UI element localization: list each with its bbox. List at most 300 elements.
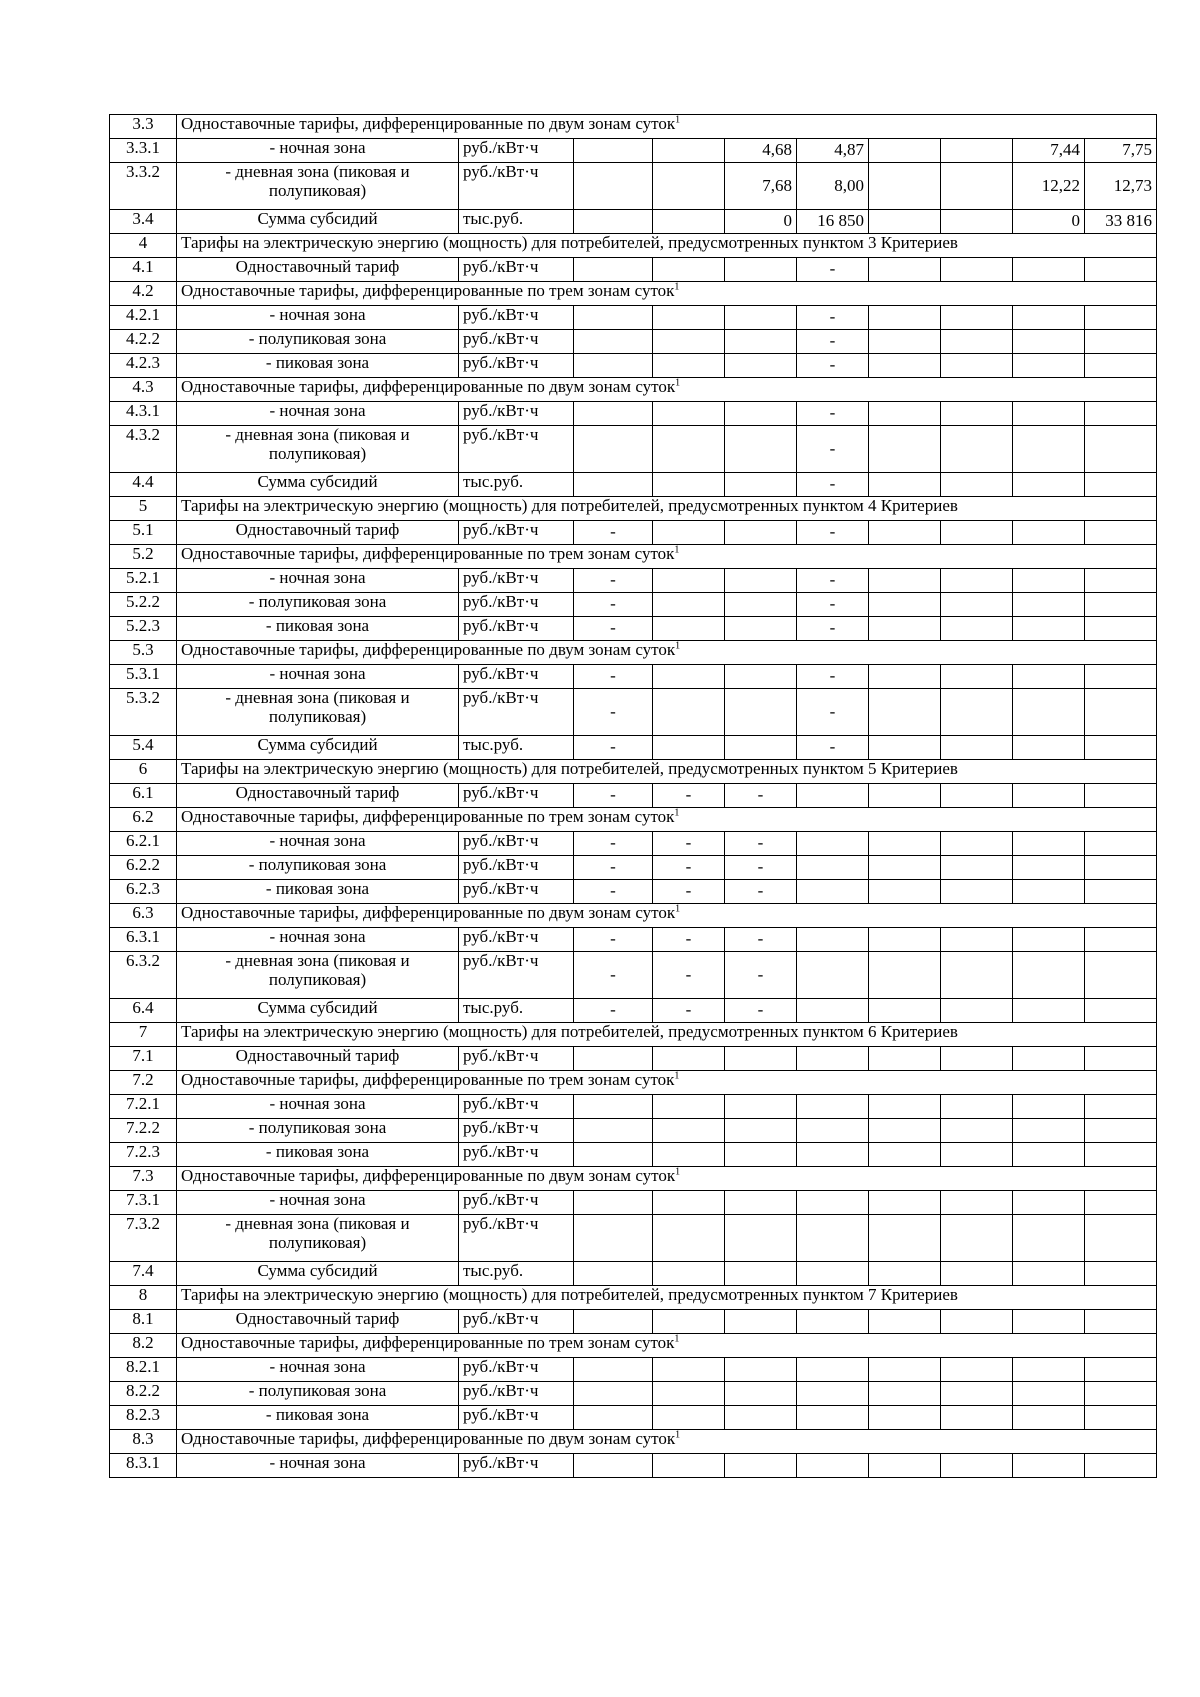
row-number: 8.2.2 xyxy=(110,1382,177,1406)
value-cell xyxy=(869,1191,941,1215)
value-cell: - xyxy=(574,569,653,593)
value-cell xyxy=(941,832,1013,856)
value-cell: - xyxy=(574,784,653,808)
footnote-mark: 1 xyxy=(675,640,681,652)
value-cell xyxy=(797,1454,869,1478)
value-cell: - xyxy=(574,999,653,1023)
row-name: - полупиковая зона xyxy=(177,856,459,880)
value-cell: - xyxy=(574,689,653,736)
row-name: - дневная зона (пиковая и полупиковая) xyxy=(177,426,459,473)
value-cell xyxy=(1013,306,1085,330)
table-row xyxy=(110,880,1157,904)
value-cell xyxy=(653,258,725,282)
value-cell xyxy=(725,1406,797,1430)
row-name: Сумма субсидий xyxy=(177,1262,459,1286)
value-cell xyxy=(941,880,1013,904)
value-cell xyxy=(1013,569,1085,593)
value-cell xyxy=(1013,1143,1085,1167)
row-name: - дневная зона (пиковая и полупиковая) xyxy=(177,689,459,736)
row-number: 3.3 xyxy=(110,115,177,139)
value-cell xyxy=(725,736,797,760)
value-cell xyxy=(1085,689,1157,736)
section-row xyxy=(110,1167,1157,1191)
value-cell xyxy=(1085,1358,1157,1382)
section-row xyxy=(110,1023,1157,1047)
value-cell xyxy=(574,1191,653,1215)
row-name: - ночная зона xyxy=(177,665,459,689)
value-cell xyxy=(725,1262,797,1286)
value-cell xyxy=(869,689,941,736)
value-cell: 12,22 xyxy=(1013,163,1085,210)
row-unit: руб./кВт·ч xyxy=(459,1310,574,1334)
value-cell: - xyxy=(797,617,869,641)
value-cell xyxy=(1013,665,1085,689)
section-title-text: Тарифы на электрическую энергию (мощность) для потребителей, предусмотренных пунктом 3 Критериев xyxy=(181,233,958,252)
value-cell xyxy=(1013,402,1085,426)
section-row xyxy=(110,545,1157,569)
value-cell: - xyxy=(797,569,869,593)
value-cell xyxy=(1085,521,1157,545)
row-number: 5.3.1 xyxy=(110,665,177,689)
table-row xyxy=(110,856,1157,880)
value-cell xyxy=(869,163,941,210)
value-cell xyxy=(653,354,725,378)
row-number: 4.2.1 xyxy=(110,306,177,330)
value-cell xyxy=(869,1215,941,1262)
section-title xyxy=(177,378,1157,402)
value-cell xyxy=(1013,999,1085,1023)
row-number: 4.3.1 xyxy=(110,402,177,426)
section-title-text: Тарифы на электрическую энергию (мощность) для потребителей, предусмотренных пунктом 7 Критериев xyxy=(181,1285,958,1304)
table-row xyxy=(110,521,1157,545)
row-number: 7.2 xyxy=(110,1071,177,1095)
value-cell xyxy=(797,1358,869,1382)
row-unit: руб./кВт·ч xyxy=(459,354,574,378)
value-cell xyxy=(1013,736,1085,760)
footnote-mark: 1 xyxy=(675,1429,681,1441)
value-cell: 0 xyxy=(1013,210,1085,234)
value-cell xyxy=(574,1310,653,1334)
row-unit: руб./кВт·ч xyxy=(459,521,574,545)
value-cell xyxy=(941,1262,1013,1286)
value-cell xyxy=(653,210,725,234)
row-number: 5.1 xyxy=(110,521,177,545)
value-cell xyxy=(725,473,797,497)
value-cell xyxy=(653,163,725,210)
value-cell xyxy=(725,689,797,736)
value-cell xyxy=(725,1047,797,1071)
section-title-text: Одноставочные тарифы, дифференцированные по двум зонам суток xyxy=(181,640,676,659)
value-cell xyxy=(653,330,725,354)
table-row xyxy=(110,593,1157,617)
section-title-text: Одноставочные тарифы, дифференцированные по двум зонам суток xyxy=(181,1429,676,1448)
value-cell xyxy=(941,354,1013,378)
value-cell xyxy=(574,354,653,378)
row-name: - ночная зона xyxy=(177,928,459,952)
value-cell xyxy=(1013,880,1085,904)
value-cell: - xyxy=(797,426,869,473)
value-cell xyxy=(725,306,797,330)
value-cell xyxy=(1013,593,1085,617)
section-row xyxy=(110,760,1157,784)
value-cell xyxy=(941,1047,1013,1071)
row-unit: руб./кВт·ч xyxy=(459,880,574,904)
table-row xyxy=(110,689,1157,736)
value-cell xyxy=(941,521,1013,545)
value-cell: - xyxy=(653,856,725,880)
value-cell xyxy=(941,952,1013,999)
row-number: 5.2.2 xyxy=(110,593,177,617)
value-cell xyxy=(941,473,1013,497)
row-unit: руб./кВт·ч xyxy=(459,1119,574,1143)
footnote-mark: 1 xyxy=(674,281,680,293)
table-row xyxy=(110,784,1157,808)
value-cell: - xyxy=(725,880,797,904)
footnote-mark: 1 xyxy=(674,807,680,819)
value-cell xyxy=(941,139,1013,163)
value-cell xyxy=(653,1358,725,1382)
value-cell xyxy=(574,1215,653,1262)
section-title xyxy=(177,115,1157,139)
row-number: 8.2.3 xyxy=(110,1406,177,1430)
value-cell xyxy=(941,999,1013,1023)
row-number: 4 xyxy=(110,234,177,258)
value-cell xyxy=(653,665,725,689)
value-cell xyxy=(1085,928,1157,952)
footnote-mark: 1 xyxy=(674,1070,680,1082)
row-name: - ночная зона xyxy=(177,569,459,593)
section-title xyxy=(177,808,1157,832)
table-row xyxy=(110,1119,1157,1143)
value-cell xyxy=(1013,1191,1085,1215)
value-cell xyxy=(1013,1095,1085,1119)
row-name: - ночная зона xyxy=(177,402,459,426)
value-cell xyxy=(1085,784,1157,808)
value-cell xyxy=(574,210,653,234)
table-row xyxy=(110,832,1157,856)
row-unit: руб./кВт·ч xyxy=(459,952,574,999)
value-cell xyxy=(1085,402,1157,426)
value-cell xyxy=(941,1095,1013,1119)
value-cell xyxy=(725,402,797,426)
value-cell xyxy=(797,928,869,952)
value-cell xyxy=(1085,1382,1157,1406)
row-number: 7.4 xyxy=(110,1262,177,1286)
section-title xyxy=(177,760,1157,784)
value-cell: - xyxy=(797,402,869,426)
value-cell: 0 xyxy=(725,210,797,234)
value-cell xyxy=(1013,1119,1085,1143)
row-name: - ночная зона xyxy=(177,1358,459,1382)
value-cell xyxy=(574,1406,653,1430)
value-cell: - xyxy=(653,928,725,952)
section-title-text: Тарифы на электрическую энергию (мощность) для потребителей, предусмотренных пунктом 6 Критериев xyxy=(181,1022,958,1041)
value-cell xyxy=(941,426,1013,473)
row-name: Одноставочный тариф xyxy=(177,784,459,808)
row-name: - ночная зона xyxy=(177,832,459,856)
value-cell xyxy=(869,736,941,760)
value-cell xyxy=(869,1095,941,1119)
value-cell: - xyxy=(725,999,797,1023)
value-cell xyxy=(653,426,725,473)
value-cell xyxy=(941,617,1013,641)
value-cell xyxy=(941,1454,1013,1478)
value-cell xyxy=(574,330,653,354)
row-number: 6.3 xyxy=(110,904,177,928)
value-cell xyxy=(941,1191,1013,1215)
row-number: 4.1 xyxy=(110,258,177,282)
value-cell xyxy=(869,473,941,497)
value-cell xyxy=(725,1095,797,1119)
row-number: 6.2.2 xyxy=(110,856,177,880)
value-cell: 12,73 xyxy=(1085,163,1157,210)
row-unit: руб./кВт·ч xyxy=(459,1454,574,1478)
value-cell xyxy=(869,665,941,689)
value-cell: - xyxy=(797,689,869,736)
row-number: 4.2 xyxy=(110,282,177,306)
value-cell xyxy=(797,1191,869,1215)
value-cell xyxy=(869,617,941,641)
value-cell xyxy=(1013,426,1085,473)
value-cell xyxy=(574,139,653,163)
value-cell: 8,00 xyxy=(797,163,869,210)
value-cell xyxy=(1013,473,1085,497)
value-cell xyxy=(725,521,797,545)
row-unit: тыс.руб. xyxy=(459,210,574,234)
value-cell: - xyxy=(653,832,725,856)
section-row xyxy=(110,904,1157,928)
row-number: 5.2 xyxy=(110,545,177,569)
value-cell xyxy=(1013,521,1085,545)
row-name: - пиковая зона xyxy=(177,617,459,641)
value-cell xyxy=(653,473,725,497)
section-row xyxy=(110,497,1157,521)
section-title-text: Одноставочные тарифы, дифференцированные по двум зонам суток xyxy=(181,1166,676,1185)
row-unit: руб./кВт·ч xyxy=(459,689,574,736)
value-cell xyxy=(1013,928,1085,952)
row-number: 7.2.1 xyxy=(110,1095,177,1119)
value-cell xyxy=(1013,1454,1085,1478)
table-row xyxy=(110,402,1157,426)
value-cell xyxy=(725,665,797,689)
row-unit: тыс.руб. xyxy=(459,736,574,760)
value-cell: - xyxy=(797,306,869,330)
footnote-mark: 1 xyxy=(675,903,681,915)
value-cell xyxy=(869,593,941,617)
value-cell xyxy=(869,330,941,354)
value-cell: 4,68 xyxy=(725,139,797,163)
value-cell xyxy=(1013,1215,1085,1262)
value-cell xyxy=(797,1406,869,1430)
value-cell xyxy=(1085,665,1157,689)
value-cell xyxy=(797,1382,869,1406)
value-cell xyxy=(653,1310,725,1334)
value-cell: - xyxy=(653,952,725,999)
row-unit: руб./кВт·ч xyxy=(459,1382,574,1406)
value-cell xyxy=(574,1382,653,1406)
value-cell xyxy=(941,689,1013,736)
value-cell xyxy=(941,330,1013,354)
section-row xyxy=(110,282,1157,306)
row-number: 5.2.3 xyxy=(110,617,177,641)
row-number: 4.2.3 xyxy=(110,354,177,378)
section-row xyxy=(110,808,1157,832)
value-cell xyxy=(653,1119,725,1143)
table-row xyxy=(110,1406,1157,1430)
value-cell xyxy=(1085,832,1157,856)
value-cell xyxy=(869,139,941,163)
value-cell xyxy=(941,1119,1013,1143)
value-cell xyxy=(574,1358,653,1382)
section-title xyxy=(177,904,1157,928)
value-cell: - xyxy=(653,784,725,808)
value-cell xyxy=(941,1143,1013,1167)
value-cell xyxy=(869,210,941,234)
value-cell xyxy=(1085,999,1157,1023)
value-cell xyxy=(941,258,1013,282)
footnote-mark: 1 xyxy=(675,114,681,126)
value-cell xyxy=(869,1310,941,1334)
section-title-text: Одноставочные тарифы, дифференцированные по трем зонам суток xyxy=(181,281,675,300)
row-name: - полупиковая зона xyxy=(177,593,459,617)
row-number: 4.3 xyxy=(110,378,177,402)
footnote-mark: 1 xyxy=(675,1166,681,1178)
section-title xyxy=(177,282,1157,306)
row-unit: руб./кВт·ч xyxy=(459,330,574,354)
row-name: - ночная зона xyxy=(177,306,459,330)
value-cell xyxy=(797,1215,869,1262)
table-row xyxy=(110,139,1157,163)
value-cell xyxy=(653,1382,725,1406)
table-row xyxy=(110,354,1157,378)
value-cell xyxy=(869,1406,941,1430)
value-cell xyxy=(1085,1191,1157,1215)
value-cell xyxy=(869,1382,941,1406)
value-cell xyxy=(725,354,797,378)
value-cell xyxy=(653,1262,725,1286)
value-cell xyxy=(1013,856,1085,880)
value-cell xyxy=(797,999,869,1023)
value-cell xyxy=(653,569,725,593)
value-cell xyxy=(653,306,725,330)
section-title-text: Тарифы на электрическую энергию (мощность) для потребителей, предусмотренных пунктом 5 Критериев xyxy=(181,759,958,778)
section-title-text: Одноставочные тарифы, дифференцированные по трем зонам суток xyxy=(181,807,675,826)
row-name: - дневная зона (пиковая и полупиковая) xyxy=(177,952,459,999)
value-cell: 33 816 xyxy=(1085,210,1157,234)
row-name: Сумма субсидий xyxy=(177,210,459,234)
value-cell xyxy=(869,258,941,282)
row-name: - пиковая зона xyxy=(177,880,459,904)
row-number: 8.3 xyxy=(110,1430,177,1454)
value-cell xyxy=(1085,1119,1157,1143)
value-cell xyxy=(1085,1047,1157,1071)
row-unit: руб./кВт·ч xyxy=(459,1047,574,1071)
row-number: 6.3.2 xyxy=(110,952,177,999)
table-row xyxy=(110,999,1157,1023)
row-unit: руб./кВт·ч xyxy=(459,665,574,689)
row-unit: руб./кВт·ч xyxy=(459,1215,574,1262)
value-cell xyxy=(869,856,941,880)
value-cell xyxy=(941,784,1013,808)
value-cell xyxy=(653,402,725,426)
value-cell xyxy=(653,1095,725,1119)
row-unit: руб./кВт·ч xyxy=(459,617,574,641)
row-unit: руб./кВт·ч xyxy=(459,139,574,163)
value-cell xyxy=(941,210,1013,234)
row-number: 4.4 xyxy=(110,473,177,497)
table-row xyxy=(110,1454,1157,1478)
section-row xyxy=(110,641,1157,665)
value-cell xyxy=(869,880,941,904)
table-row xyxy=(110,1047,1157,1071)
value-cell xyxy=(1085,1262,1157,1286)
row-unit: руб./кВт·ч xyxy=(459,784,574,808)
value-cell: - xyxy=(574,521,653,545)
row-unit: руб./кВт·ч xyxy=(459,1358,574,1382)
value-cell xyxy=(1013,952,1085,999)
row-unit: руб./кВт·ч xyxy=(459,1095,574,1119)
value-cell: 7,68 xyxy=(725,163,797,210)
value-cell xyxy=(1085,473,1157,497)
value-cell: - xyxy=(574,665,653,689)
value-cell xyxy=(653,736,725,760)
row-number: 6.1 xyxy=(110,784,177,808)
value-cell xyxy=(653,617,725,641)
table-row xyxy=(110,617,1157,641)
value-cell: 7,75 xyxy=(1085,139,1157,163)
value-cell xyxy=(797,1095,869,1119)
value-cell xyxy=(653,689,725,736)
row-unit: руб./кВт·ч xyxy=(459,928,574,952)
row-number: 5.2.1 xyxy=(110,569,177,593)
value-cell: - xyxy=(725,952,797,999)
value-cell: - xyxy=(574,832,653,856)
section-title-text: Тарифы на электрическую энергию (мощность) для потребителей, предусмотренных пунктом 4 Критериев xyxy=(181,496,958,515)
section-row xyxy=(110,378,1157,402)
table-row xyxy=(110,210,1157,234)
value-cell xyxy=(1013,1262,1085,1286)
value-cell xyxy=(1085,736,1157,760)
value-cell xyxy=(1085,1406,1157,1430)
value-cell: - xyxy=(574,736,653,760)
value-cell xyxy=(1085,306,1157,330)
value-cell xyxy=(725,1191,797,1215)
value-cell: 4,87 xyxy=(797,139,869,163)
table-row xyxy=(110,665,1157,689)
section-title xyxy=(177,1167,1157,1191)
row-name: - дневная зона (пиковая и полупиковая) xyxy=(177,163,459,210)
row-number: 3.3.2 xyxy=(110,163,177,210)
value-cell xyxy=(574,163,653,210)
row-unit: руб./кВт·ч xyxy=(459,569,574,593)
section-title-text: Одноставочные тарифы, дифференцированные по трем зонам суток xyxy=(181,1070,675,1089)
value-cell xyxy=(725,426,797,473)
value-cell xyxy=(653,521,725,545)
value-cell: - xyxy=(797,258,869,282)
value-cell xyxy=(1013,1047,1085,1071)
value-cell: - xyxy=(797,593,869,617)
section-row xyxy=(110,1286,1157,1310)
value-cell xyxy=(1085,1215,1157,1262)
table-row xyxy=(110,258,1157,282)
table-row xyxy=(110,1095,1157,1119)
row-number: 3.4 xyxy=(110,210,177,234)
section-title xyxy=(177,641,1157,665)
row-number: 7.3.2 xyxy=(110,1215,177,1262)
value-cell xyxy=(941,736,1013,760)
value-cell xyxy=(574,402,653,426)
value-cell xyxy=(725,569,797,593)
